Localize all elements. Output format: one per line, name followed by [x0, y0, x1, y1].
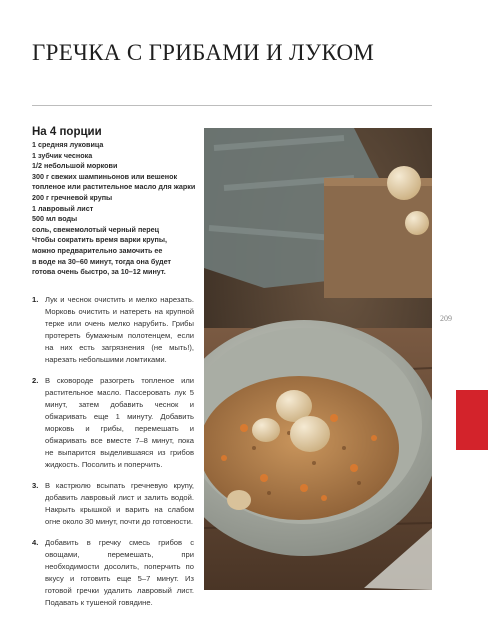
- ingredient-item: 1 лавровый лист: [32, 203, 94, 213]
- step-text: В кастрюлю всыпать гречневую крупу, добавить лавровый лист и залить водой. Накрыть крышкой и варить на слабом огне около 30 минут, почти до готовности.: [45, 480, 194, 526]
- ingredient-item: 1/2 небольшой моркови: [32, 161, 118, 171]
- soaking-tip-line: в воде на 30–60 минут, тогда она будет: [32, 256, 172, 266]
- step-text: В сковороде разогреть топленое или растительное масло. Пассеровать лук 5 минут, затем добавить чеснок и обжаривать еще 1 минуту. Добавить морковь и грибы, перемешать и обжаривать все вместе 7–8 минут, пока не выпарится выделившаяся из грибов жидкость. Посолить и поперчить.: [45, 375, 194, 469]
- step-number: 3.: [32, 480, 39, 490]
- ingredient-item: 200 г гречневой крупы: [32, 192, 113, 202]
- soaking-tip-line: Чтобы сократить время варки крупы,: [32, 235, 167, 245]
- ingredient-item: 500 мл воды: [32, 214, 78, 224]
- step-number: 4.: [32, 537, 39, 547]
- instructions-list: [32, 294, 194, 609]
- chapter-tab-marker: [456, 390, 488, 450]
- ingredient-item: соль, свежемолотый черный перец: [32, 224, 160, 234]
- step-number: 2.: [32, 375, 39, 385]
- soaking-tip-line: можно предварительно замочить ее: [32, 245, 163, 255]
- page-number: 209: [440, 314, 452, 323]
- instruction-step: [32, 294, 194, 366]
- instruction-step: [32, 537, 194, 609]
- ingredient-item: 300 г свежих шампиньонов или вешенок: [32, 171, 178, 181]
- ingredients-list: [32, 140, 194, 278]
- instruction-step: [32, 480, 194, 528]
- portions-heading: На 4 порции: [32, 126, 102, 138]
- step-number: 1.: [32, 294, 39, 304]
- title-divider: [32, 105, 432, 106]
- recipe-title: ГРЕЧКА С ГРИБАМИ И ЛУКОМ: [32, 40, 375, 65]
- recipe-text-column: [32, 126, 194, 618]
- ingredient-item: топленое или растительное масло для жарки: [32, 182, 196, 192]
- instruction-step: [32, 375, 194, 471]
- buckwheat-dish-photo: [204, 128, 432, 590]
- step-text: Лук и чеснок очистить и мелко нарезать. Морковь очистить и натереть на крупной терке или очень мелко нарубить. Грибы протереть бумажным полотенцем, если на них есть загрязнения (не мыть!), нарезать небольшими ломтиками.: [45, 294, 194, 364]
- step-text: Добавить в гречку смесь грибов с овощами, перемешать, при необходимости досолить, поперчить по вкусу и готовить еще 5–7 минут. Из готовой гречки удалить лавровый лист. Подавать к тушеной говядине.: [45, 537, 194, 607]
- ingredient-item: 1 средняя луковица: [32, 140, 104, 149]
- ingredient-item: 1 зубчик чеснока: [32, 150, 93, 160]
- soaking-tip-line: готова очень быстро, за 10–12 минут.: [32, 267, 166, 277]
